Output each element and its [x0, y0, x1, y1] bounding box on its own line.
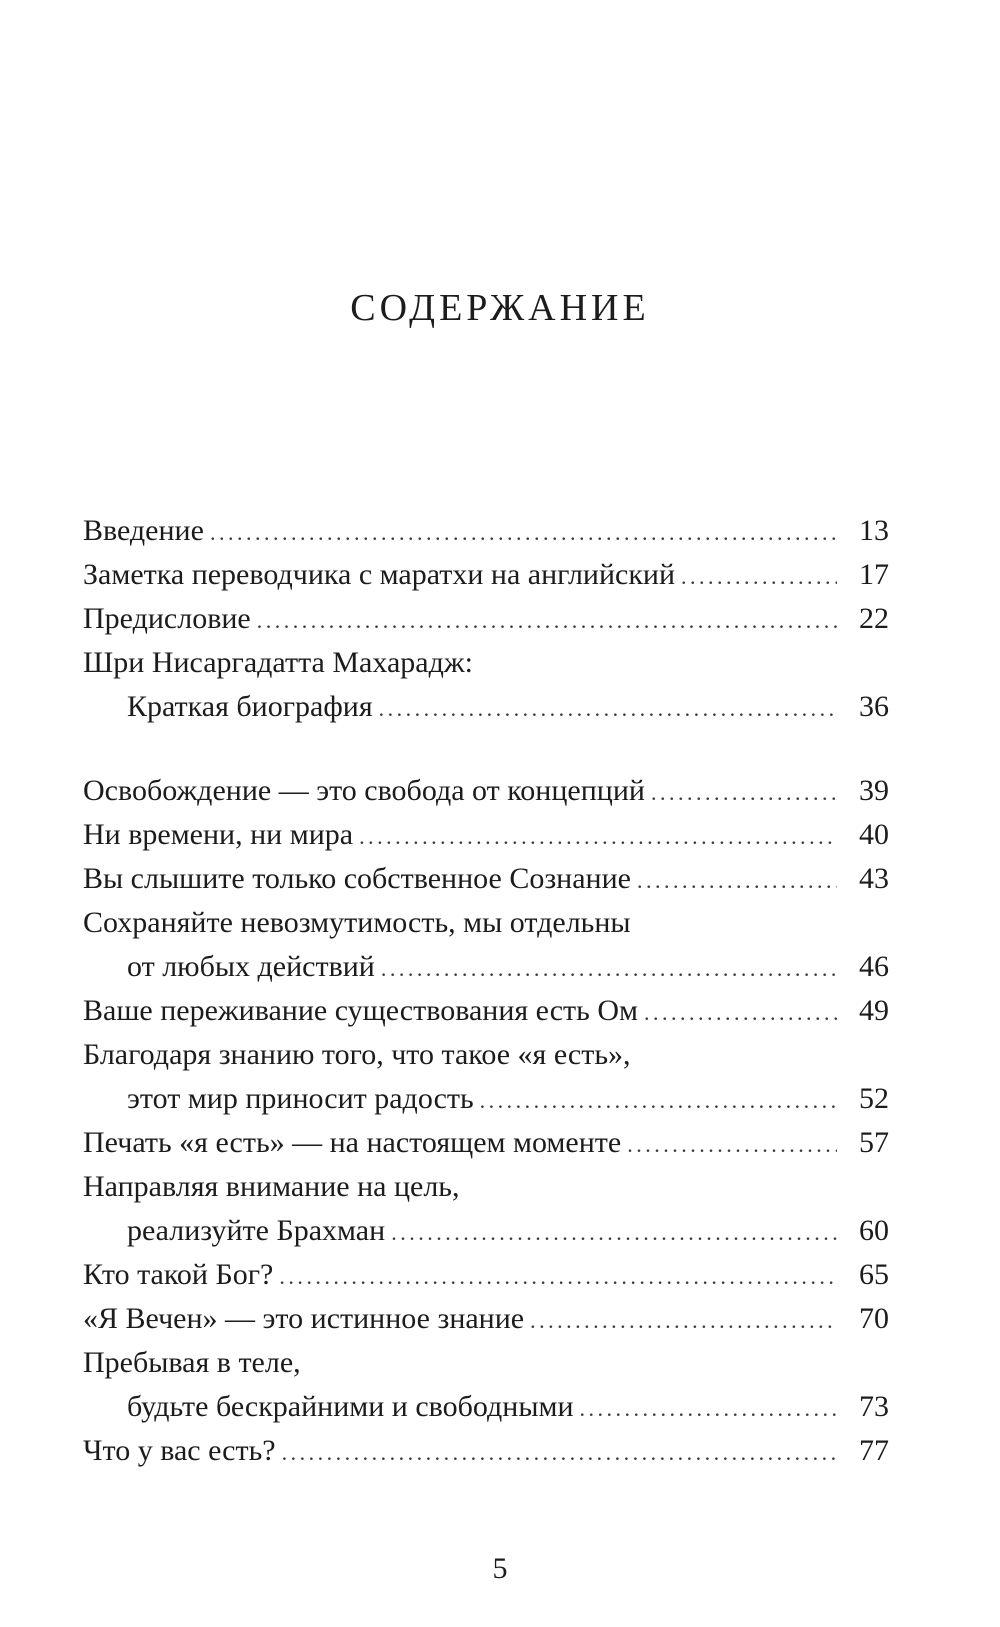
dot-leader	[391, 1211, 837, 1255]
toc-entry[interactable]	[83, 1253, 889, 1297]
toc-entry[interactable]	[83, 1121, 889, 1165]
toc-entry-title: Печать «я есть» — на настоящем моменте	[83, 1126, 622, 1159]
toc-entry-title: Что у вас есть?	[83, 1434, 276, 1467]
toc-entry-title: этот мир приносит радость	[127, 1082, 474, 1115]
dot-leader	[210, 511, 837, 555]
toc-entry-title-line1: Благодаря знанию того, что такое «я есть»,	[83, 1038, 631, 1071]
toc-entry-page: 13	[859, 514, 889, 547]
toc-entry-line1[interactable]	[83, 901, 889, 945]
toc-entry-title: Ни времени, ни мира	[83, 818, 354, 851]
toc-entry-preface[interactable]	[83, 597, 889, 641]
dot-leader	[379, 687, 837, 731]
dot-leader	[530, 1299, 837, 1343]
toc-group-gap	[83, 729, 889, 769]
dot-leader	[257, 599, 837, 643]
toc-entry-line1[interactable]	[83, 1033, 889, 1077]
toc-entry-title: Освобождение — это свобода от концепций	[83, 774, 645, 807]
toc-entry[interactable]	[83, 1429, 889, 1473]
toc-entry-page: 49	[859, 994, 889, 1027]
toc-entry-page: 22	[859, 602, 889, 635]
page-title: СОДЕРЖАНИЕ	[350, 287, 650, 329]
toc-entry-translator-note[interactable]	[83, 553, 889, 597]
toc-entry-biography[interactable]	[83, 685, 889, 729]
toc-entry-page: 52	[859, 1082, 889, 1115]
dot-leader	[644, 991, 837, 1035]
toc-entry-title-line1: Сохраняйте невозмутимость, мы отдельны	[83, 906, 631, 939]
toc-entry-title: Краткая биография	[127, 690, 373, 723]
toc-entry-page: 46	[859, 950, 889, 983]
toc-entry-title-line1: Пребывая в теле,	[83, 1346, 301, 1379]
toc-entry[interactable]	[83, 1077, 889, 1121]
toc-entry[interactable]	[83, 1209, 889, 1253]
toc-entry[interactable]	[83, 945, 889, 989]
dot-leader	[580, 1387, 837, 1431]
toc-entry-title: реализуйте Брахман	[127, 1214, 386, 1247]
dot-leader	[359, 815, 837, 859]
toc-entry[interactable]	[83, 1297, 889, 1341]
toc-entry[interactable]	[83, 813, 889, 857]
page-number: 5	[492, 1552, 508, 1585]
toc-entry-page: 17	[859, 558, 889, 591]
toc-entry-biography-line1[interactable]	[83, 641, 889, 685]
toc-entry[interactable]	[83, 1385, 889, 1429]
toc-entry-title: будьте бескрайними и свободными	[127, 1390, 574, 1423]
dot-leader	[681, 555, 837, 599]
toc-entry-page: 57	[859, 1126, 889, 1159]
dot-leader	[480, 1079, 837, 1123]
toc-entry-line1[interactable]	[83, 1165, 889, 1209]
toc-entry[interactable]	[83, 769, 889, 813]
toc-entry-title-line1: Направляя внимание на цель,	[83, 1170, 460, 1203]
toc-entry-page: 39	[859, 774, 889, 807]
toc-entry-title: Ваше переживание существования есть Ом	[83, 994, 638, 1027]
toc-entry[interactable]	[83, 857, 889, 901]
toc-entry-page: 65	[859, 1258, 889, 1291]
toc-entry-title: Введение	[83, 514, 204, 547]
dot-leader	[627, 1123, 837, 1167]
dot-leader	[282, 1431, 837, 1475]
toc-entry-title: «Я Вечен» — это истинное знание	[83, 1302, 525, 1335]
toc-entry-page: 40	[859, 818, 889, 851]
dot-leader	[279, 1255, 837, 1299]
toc-entry-title: Вы слышите только собственное Сознание	[83, 862, 631, 895]
toc-entry-title-line1: Шри Нисаргадатта Махарадж:	[83, 646, 473, 679]
dot-leader	[637, 859, 837, 903]
toc-entry[interactable]	[83, 989, 889, 1033]
toc-entry-page: 77	[859, 1434, 889, 1467]
toc-entry-introduction[interactable]	[83, 509, 889, 553]
toc-entry-title: от любых действий	[127, 950, 375, 983]
toc-entry-title: Кто такой Бог?	[83, 1258, 274, 1291]
toc-entry-page: 60	[859, 1214, 889, 1247]
toc-entry-title: Заметка переводчика с маратхи на английский	[83, 558, 676, 591]
toc-entry-page: 36	[859, 690, 889, 723]
toc-entry-page: 43	[859, 862, 889, 895]
toc-entry-page: 73	[859, 1390, 889, 1423]
table-of-contents	[83, 509, 889, 1473]
dot-leader	[651, 771, 837, 815]
dot-leader	[381, 947, 837, 991]
toc-entry-page: 70	[859, 1302, 889, 1335]
toc-entry-line1[interactable]	[83, 1341, 889, 1385]
toc-entry-title: Предисловие	[83, 602, 251, 635]
